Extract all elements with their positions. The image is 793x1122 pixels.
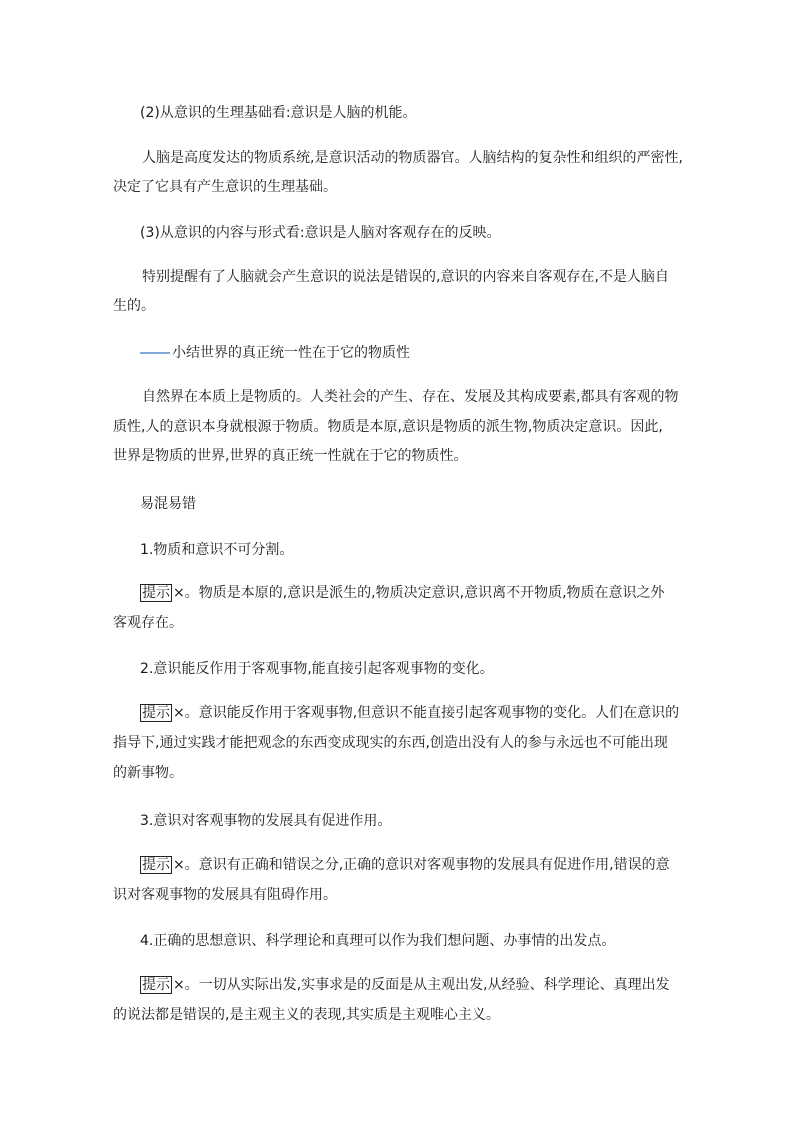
answer-2-line-2: 指导下,通过实践才能把观念的东西变成现实的东西,创造出没有人的参与永远也不可能出现 bbox=[113, 735, 668, 751]
question-3: 3.意识对客观事物的发展具有促进作用。 bbox=[140, 813, 392, 829]
answer-3-line-2: 识对客观事物的发展具有阻碍作用。 bbox=[113, 887, 337, 903]
question-2: 2.意识能反作用于客观事物,能直接引起客观事物的变化。 bbox=[140, 661, 494, 677]
answer-1-line-2: 客观存在。 bbox=[113, 615, 183, 631]
paragraph-reminder-line-1: 特别提醒有了人脑就会产生意识的说法是错误的,意识的内容来自客观存在,不是人脑自 bbox=[142, 269, 669, 285]
question-1: 1.物质和意识不可分割。 bbox=[140, 542, 294, 558]
tip-label-box: 提示 bbox=[142, 585, 170, 601]
answer-4-line-1 bbox=[140, 975, 720, 995]
section-bar-icon bbox=[140, 352, 170, 354]
answer-1-line-1 bbox=[140, 583, 720, 603]
section-heading-text: 小结世界的真正统一性在于它的物质性 bbox=[172, 345, 410, 361]
answer-4-line-2: 的说法都是错误的,是主观主义的表现,其实质是主观唯心主义。 bbox=[113, 1007, 500, 1023]
answer-1-text: ×。物质是本原的,意识是派生的,物质决定意识,意识离不开物质,物质在意识之外 bbox=[173, 585, 665, 601]
paragraph-brain-line-2: 决定了它具有产生意识的生理基础。 bbox=[113, 179, 337, 195]
paragraph-summary-line-1: 自然界在本质上是物质的。人类社会的产生、存在、发展及其构成要素,都具有客观的物 bbox=[142, 389, 679, 405]
answer-2-line-1 bbox=[140, 703, 720, 723]
paragraph-summary-line-3: 世界是物质的世界,世界的真正统一性就在于它的物质性。 bbox=[113, 448, 468, 464]
answer-2-line-3: 的新事物。 bbox=[113, 765, 183, 781]
tip-label-box: 提示 bbox=[142, 705, 170, 721]
paragraph-content-form: (3)从意识的内容与形式看:意识是人脑对客观存在的反映。 bbox=[140, 225, 501, 241]
answer-2-text: ×。意识能反作用于客观事物,但意识不能直接引起客观事物的变化。人们在意识的 bbox=[173, 705, 680, 721]
confusion-title: 易混易错 bbox=[140, 496, 196, 512]
answer-3-line-1 bbox=[140, 855, 720, 875]
question-4: 4.正确的思想意识、科学理论和真理可以作为我们想问题、办事情的出发点。 bbox=[140, 933, 616, 949]
answer-3-text: ×。意识有正确和错误之分,正确的意识对客观事物的发展具有促进作用,错误的意 bbox=[173, 857, 670, 873]
answer-4-text: ×。一切从实际出发,实事求是的反面是从主观出发,从经验、科学理论、真理出发 bbox=[173, 977, 670, 993]
tip-label-box: 提示 bbox=[142, 857, 170, 873]
tip-label-box: 提示 bbox=[142, 977, 170, 993]
paragraph-reminder-line-2: 生的。 bbox=[113, 298, 155, 314]
paragraph-summary-line-2: 质性,人的意识本身就根源于物质。物质是本原,意识是物质的派生物,物质决定意识。因此, bbox=[113, 419, 663, 435]
paragraph-brain-line-1: 人脑是高度发达的物质系统,是意识活动的物质器官。人脑结构的复杂性和组织的严密性, bbox=[142, 150, 683, 166]
section-heading bbox=[140, 343, 720, 363]
paragraph-physiological-basis: (2)从意识的生理基础看:意识是人脑的机能。 bbox=[140, 105, 417, 121]
